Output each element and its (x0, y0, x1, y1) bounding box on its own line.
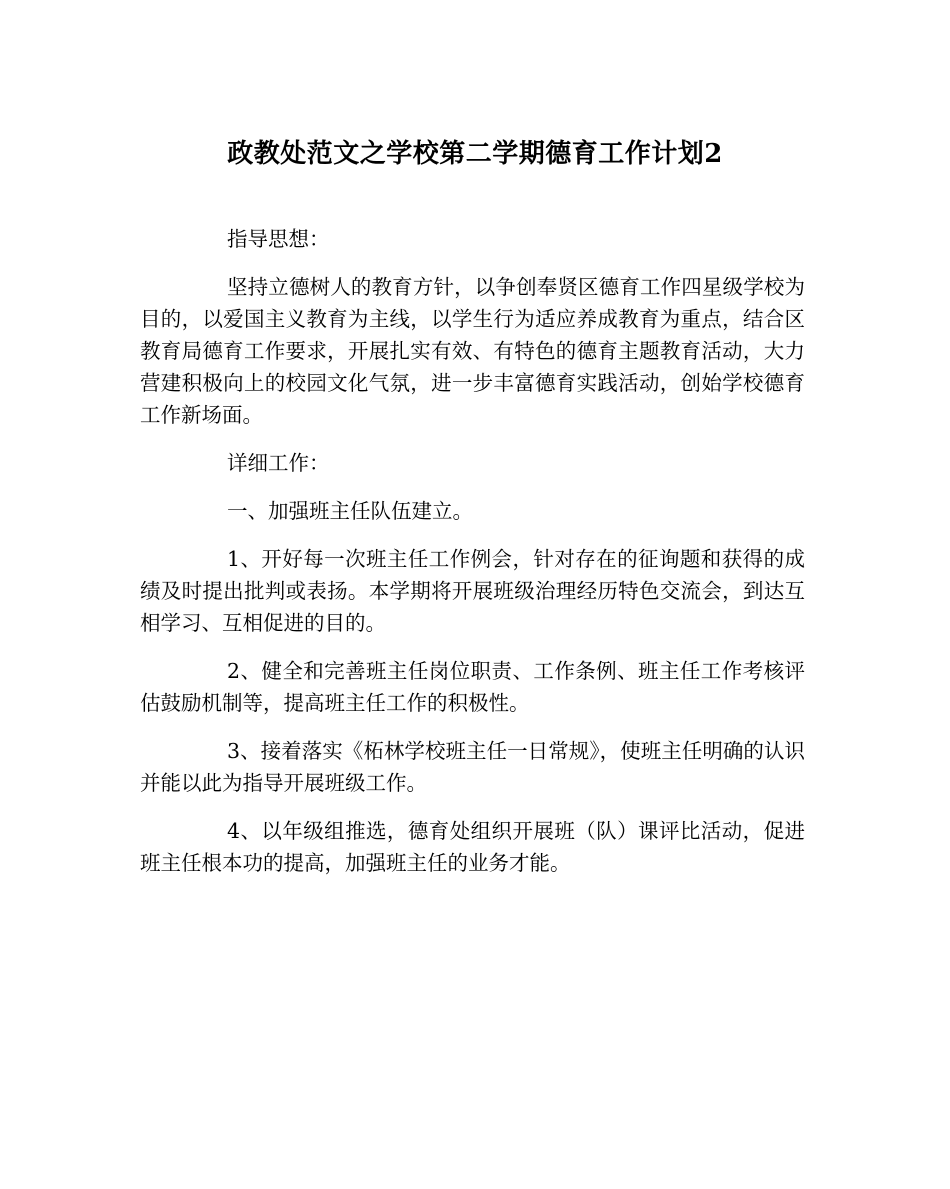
paragraph-detailed-work-heading: 详细工作： (227, 451, 330, 475)
paragraph-section-one-heading: 一、加强班主任队伍建立。 (227, 499, 473, 523)
paragraph-item-3: 3、接着落实《柘林学校班主任一日常规》，使班主任明确的认识并能以此为指导开展班级工作。 (140, 739, 805, 795)
paragraph-item-1: 1、开好每一次班主任工作例会，针对存在的征询题和获得的成绩及时提出批判或表扬。本学期将开展班级治理经历特色交流会，到达互相学习、互相促进的目的。 (140, 547, 805, 635)
paragraph-guiding-thought: 坚持立德树人的教育方针，以争创奉贤区德育工作四星级学校为目的，以爱国主义教育为主线，以学生行为适应养成教育为重点，结合区教育局德育工作要求，开展扎实有效、有特色的德育主题教育活动，大力营建积极向上的校园文化气氛，进一步丰富德育实践活动，创始学校德育工作新场面。 (140, 275, 805, 427)
paragraph-item-4: 4、以年级组推选，德育处组织开展班（队）课评比活动，促进班主任根本功的提高，加强班主任的业务才能。 (140, 819, 805, 875)
paragraph-guiding-thought-heading: 指导思想： (227, 227, 330, 251)
document-title: 政教处范文之学校第二学期德育工作计划2 (227, 139, 723, 169)
document-body (140, 223, 805, 895)
paragraph-item-2: 2、健全和完善班主任岗位职责、工作条例、班主任工作考核评估鼓励机制等，提高班主任工作的积极性。 (140, 659, 805, 715)
